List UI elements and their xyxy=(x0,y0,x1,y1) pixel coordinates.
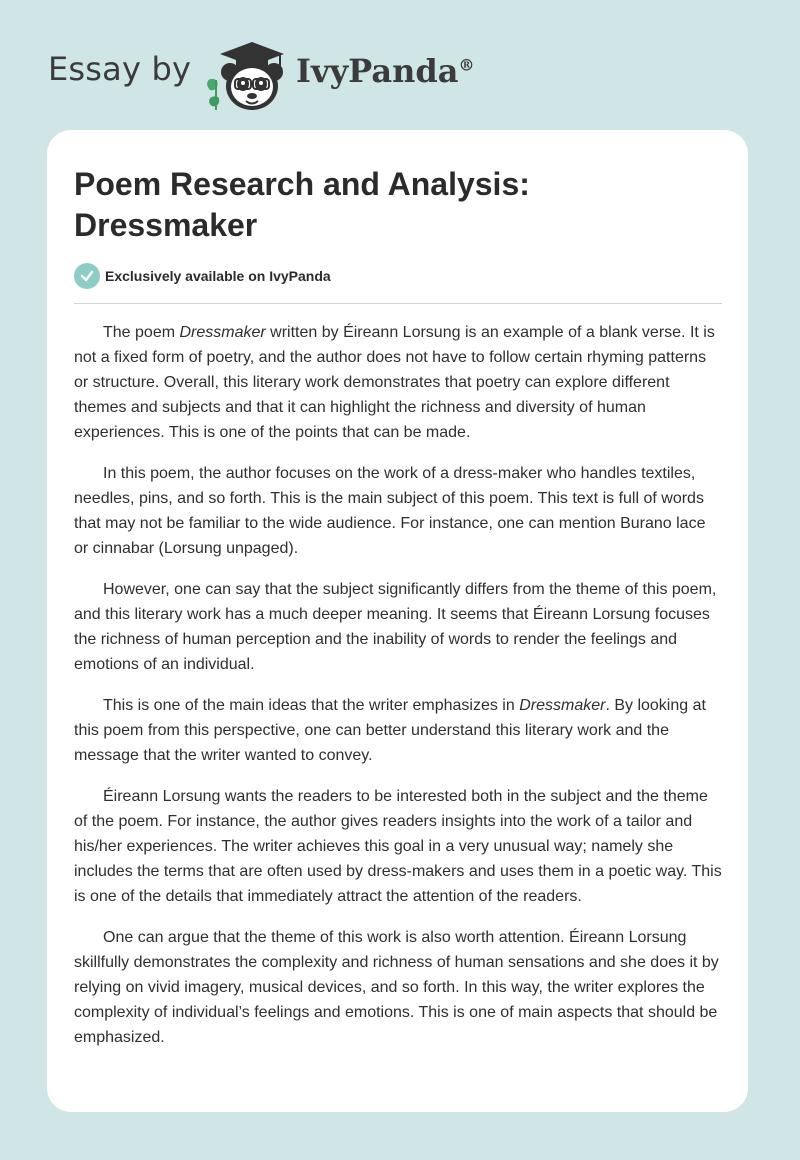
brand-logotype: IvyPanda® xyxy=(296,52,475,90)
exclusive-badge xyxy=(74,263,331,289)
paragraph: Éireann Lorsung wants the readers to be interested both in the subject and the theme of the poem. For instance, the author gives readers insights into the work of a tailor and his/her experiences. The writer achieves this goal in a very unusual way; namely she includes the terms that are often used by dress-makers and uses them in a poetic way. This is one of the details that immediately attract the attention of the readers. xyxy=(74,788,722,905)
essay-by-label: Essay by xyxy=(48,50,192,88)
exclusive-badge-label: Exclusively available on IvyPanda xyxy=(105,268,331,284)
divider xyxy=(74,303,722,304)
check-icon xyxy=(74,263,100,289)
site-header xyxy=(48,30,508,114)
paragraph: The poem Dressmaker written by Éireann Lorsung is an example of a blank verse. It is not a fixed form of poetry, and the author does not have to follow certain rhyming patterns or structure. Overall, this literary work demonstrates that poetry can explore different themes and subjects and that it can highlight the richness and diversity of human experiences. This is one of the points that can be made. xyxy=(74,324,715,441)
panda-mascot-icon xyxy=(202,34,292,114)
essay-card xyxy=(47,130,748,1112)
paragraph: This is one of the main ideas that the writer emphasizes in Dressmaker. By looking at this poem from this perspective, one can better understand this literary work and the message that the writer wanted to convey. xyxy=(74,697,706,764)
paragraph: However, one can say that the subject significantly differs from the theme of this poem, and this literary work has a much deeper meaning. It seems that Éireann Lorsung focuses the richness of human perception and the inability of words to render the feelings and emotions of an individual. xyxy=(74,581,717,673)
paragraph: In this poem, the author focuses on the work of a dress-maker who handles textiles, needles, pins, and so forth. This is the main subject of this poem. This text is full of words that may not be familiar to the wide audience. For instance, one can mention Burano lace or cinnabar (Lorsung unpaged). xyxy=(74,465,706,557)
essay-body xyxy=(74,320,724,1066)
paragraph: One can argue that the theme of this work is also worth attention. Éireann Lorsung skillfully demonstrates the complexity and richness of human sensations and she does it by relying on vivid imagery, musical devices, and so forth. In this way, the writer explores the complexity of individual’s feelings and emotions. This is one of main aspects that should be emphasized. xyxy=(74,929,719,1046)
page-title: Poem Research and Analysis: Dressmaker xyxy=(74,166,530,243)
